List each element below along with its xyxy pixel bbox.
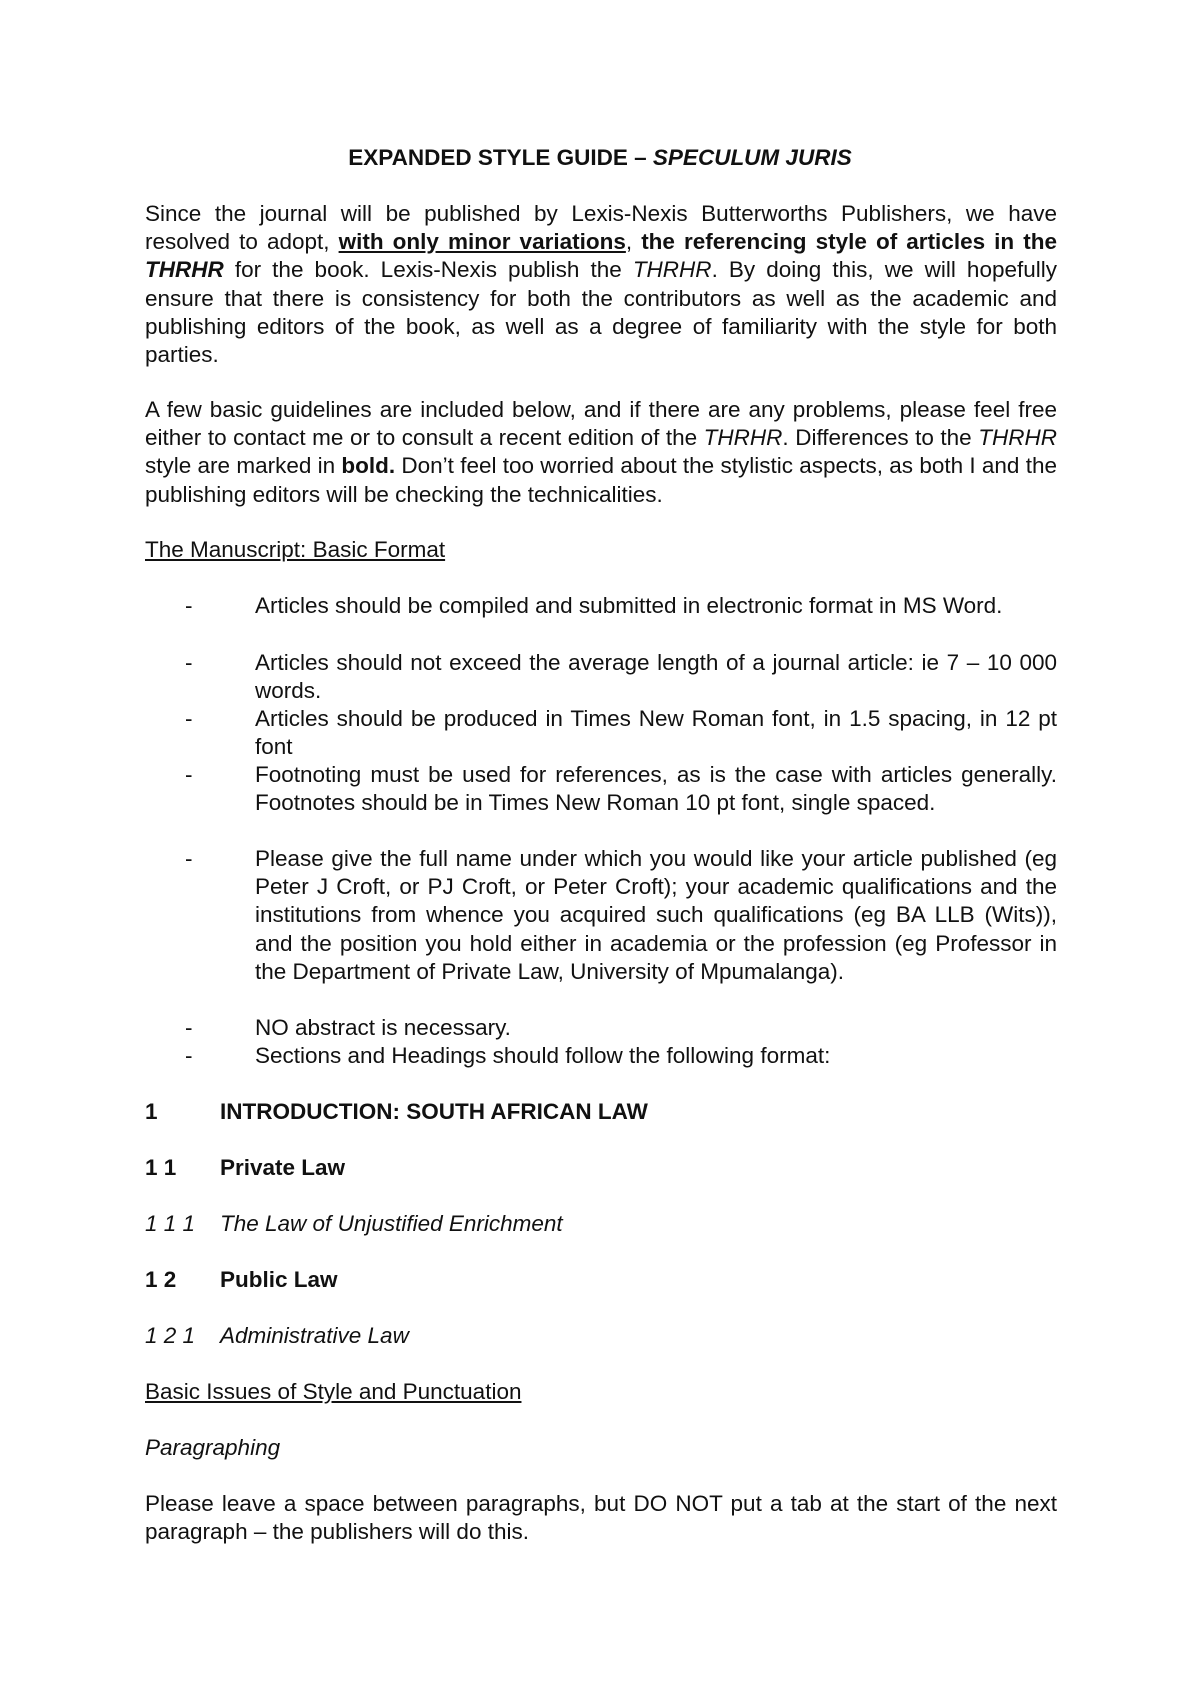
intro-underlined-phrase: with only minor variations bbox=[338, 229, 626, 255]
intro-bold-journal: THRHR bbox=[145, 257, 224, 283]
title-main: EXPANDED STYLE GUIDE – bbox=[348, 145, 653, 170]
intro-italic-journal: THRHR bbox=[632, 257, 712, 283]
list-item-text: Articles should not exceed the average length of a journal article: ie 7 – 10 000 words. bbox=[255, 650, 1057, 704]
list-dash: - bbox=[185, 706, 193, 731]
guidelines-text-4: Don’t feel too worried about the stylistic aspects, as both I and the publishing editors will be checking the technicalities. bbox=[145, 453, 1057, 507]
heading-text: The Law of Unjustified Enrichment bbox=[220, 1211, 563, 1236]
intro-bold-phrase: the referencing style of articles in the bbox=[641, 229, 1057, 255]
list-item-text: NO abstract is necessary. bbox=[255, 1015, 511, 1040]
title-journal-name: SPECULUM JURIS bbox=[652, 145, 852, 170]
intro-text-2: , bbox=[625, 229, 642, 255]
intro-text-4: . By doing this, we will hopefully ensure that there is consistency for both the contributors as well as the academic and publishing editors of the book, as well as a degree of familiarity with the style for both parties. bbox=[145, 257, 1057, 368]
list-item-text: Footnoting must be used for references, as is the case with articles generally. Footnotes should be in Times New Roman 10 pt font, single spaced. bbox=[255, 762, 1057, 816]
heading-number: 1 bbox=[145, 1099, 158, 1124]
guidelines-text-1: A few basic guidelines are included below, and if there are any problems, please feel free either to contact me or to consult a recent edition of the bbox=[145, 397, 1057, 451]
guidelines-text-2: . Differences to the bbox=[782, 425, 979, 451]
heading-text: Administrative Law bbox=[220, 1323, 409, 1348]
paragraphing-paragraph: Please leave a space between paragraphs, but DO NOT put a tab at the start of the next paragraph – the publishers will do this. bbox=[145, 1491, 1057, 1545]
guidelines-journal-2: THRHR bbox=[978, 425, 1057, 451]
list-dash: - bbox=[185, 1043, 193, 1068]
document-title bbox=[0, 144, 1200, 172]
guidelines-paragraph bbox=[145, 396, 1057, 509]
list-dash: - bbox=[185, 762, 193, 787]
guidelines-bold-word: bold. bbox=[341, 453, 396, 479]
list-dash: - bbox=[185, 593, 193, 618]
heading-text: Private Law bbox=[220, 1155, 346, 1180]
heading-text: INTRODUCTION: SOUTH AFRICAN LAW bbox=[220, 1099, 648, 1124]
intro-paragraph bbox=[145, 200, 1057, 369]
section-heading-style: Basic Issues of Style and Punctuation bbox=[145, 1379, 522, 1404]
subheading-paragraphing: Paragraphing bbox=[145, 1435, 281, 1460]
list-item-text: Articles should be produced in Times New Roman font, in 1.5 spacing, in 12 pt font bbox=[255, 706, 1057, 760]
guidelines-text-3: style are marked in bbox=[145, 453, 342, 479]
heading-number: 1 1 1 bbox=[145, 1211, 196, 1236]
heading-text: Public Law bbox=[220, 1267, 338, 1292]
intro-text-1: Since the journal will be published by Lexis-Nexis Butterworths Publishers, we have resolved to adopt, bbox=[145, 201, 1057, 255]
list-item-text: Sections and Headings should follow the following format: bbox=[255, 1043, 831, 1068]
guidelines-journal-1: THRHR bbox=[703, 425, 783, 451]
heading-number: 1 1 bbox=[145, 1155, 177, 1180]
heading-number: 1 2 bbox=[145, 1267, 177, 1292]
intro-text-3: for the book. Lexis-Nexis publish the bbox=[223, 257, 633, 283]
section-heading-manuscript: The Manuscript: Basic Format bbox=[145, 537, 446, 562]
list-dash: - bbox=[185, 846, 193, 871]
list-item-text: Articles should be compiled and submitted in electronic format in MS Word. bbox=[255, 593, 1003, 618]
list-item-text: Please give the full name under which you would like your article published (eg Peter J Croft, or PJ Croft, or Peter Croft); your academic qualifications and the institutions from whence you acquired such qualifications (eg BA LLB (Wits)), and the position you hold either in academia or the profession (eg Professor in the Department of Private Law, University of Mpumalanga). bbox=[255, 846, 1057, 984]
heading-number: 1 2 1 bbox=[145, 1323, 196, 1348]
list-dash: - bbox=[185, 650, 193, 675]
list-dash: - bbox=[185, 1015, 193, 1040]
